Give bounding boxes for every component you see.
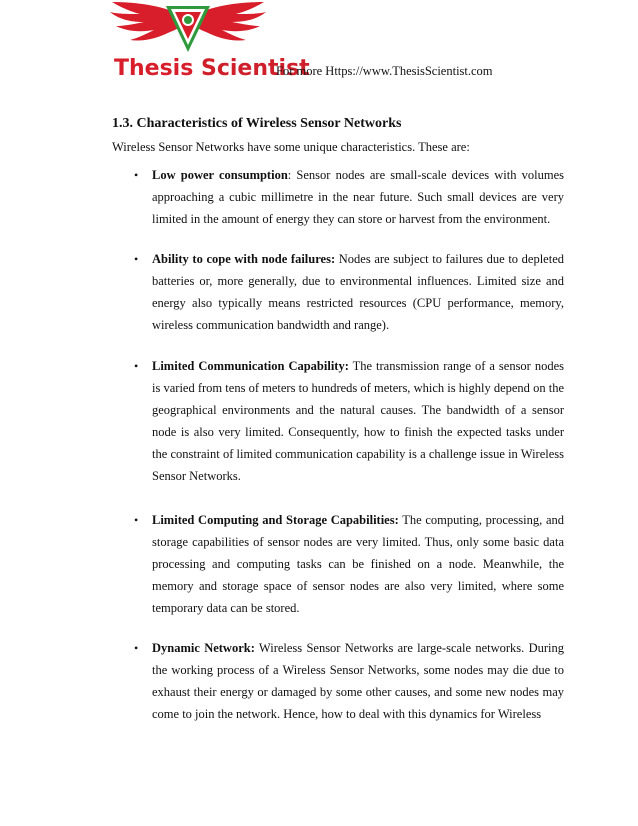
list-item [112, 509, 564, 619]
item-term: Dynamic Network: [152, 641, 255, 655]
page-header [0, 0, 638, 90]
item-separator: : [287, 168, 292, 182]
bullet-icon: • [134, 359, 139, 373]
item-term: Low power consumption [152, 168, 288, 182]
item-text: Wireless Sensor Networks are large-scale networks. During the working process of a Wireless Sensor Networks, some nodes may die due to exhaust their energy or damaged by some other causes, and some new nodes may come to join the network. Hence, how to deal with this dynamics for Wireless [152, 641, 564, 721]
bullet-icon: • [134, 168, 139, 182]
item-text: The transmission range of a sensor nodes is varied from tens of meters to hundreds of meters, which is highly depend on the geographical environments and the natural causes. The bandwidth of a sensor node is also very limited. Consequently, how to finish the expected tasks under the constraint of limited communication capability is a challenge issue in Wireless Sensor Networks. [152, 359, 564, 483]
header-website-link[interactable]: For more Https://www.ThesisScientist.com [276, 64, 493, 78]
item-text: Sensor nodes are small-scale devices with volumes approaching a cubic millimetre in the near future. Such small devices are very limited in the amount of energy they can store or harvest from the environment. [152, 168, 564, 226]
bullet-icon: • [134, 641, 139, 655]
list-item [112, 637, 564, 725]
winged-triangle-logo-icon [108, 0, 268, 60]
section-intro: Wireless Sensor Networks have some unique characteristics. These are: [112, 140, 470, 154]
item-term: Limited Communication Capability: [152, 359, 349, 373]
item-text: The computing, processing, and storage capabilities of sensor nodes are very limited. Thus, only some basic data processing and computing tasks can be finished on a node. Meanwhile, the memory and storage space of sensor nodes are also very limited, where some temporary data can be stored. [152, 513, 564, 615]
bullet-icon: • [134, 252, 139, 266]
item-text: Nodes are subject to failures due to depleted batteries or, more generally, due to environmental influences. Limited size and energy also typically means restricted resources (CPU performance, memory, wireless communication bandwidth and range). [152, 252, 565, 332]
item-term: Ability to cope with node failures: [152, 252, 336, 266]
item-term: Limited Computing and Storage Capabilities: [152, 513, 399, 527]
bullet-icon: • [134, 513, 139, 527]
logo-word-thesis: Thesis [114, 56, 194, 81]
list-item [112, 248, 564, 336]
characteristics-list [112, 164, 564, 725]
section-title: 1.3. Characteristics of Wireless Sensor Networks [112, 116, 402, 131]
list-item [112, 164, 564, 230]
thesis-scientist-logo [108, 0, 310, 88]
list-item [112, 355, 564, 487]
document-body [112, 116, 564, 725]
logo-word-scientist: Scientist [201, 56, 310, 81]
